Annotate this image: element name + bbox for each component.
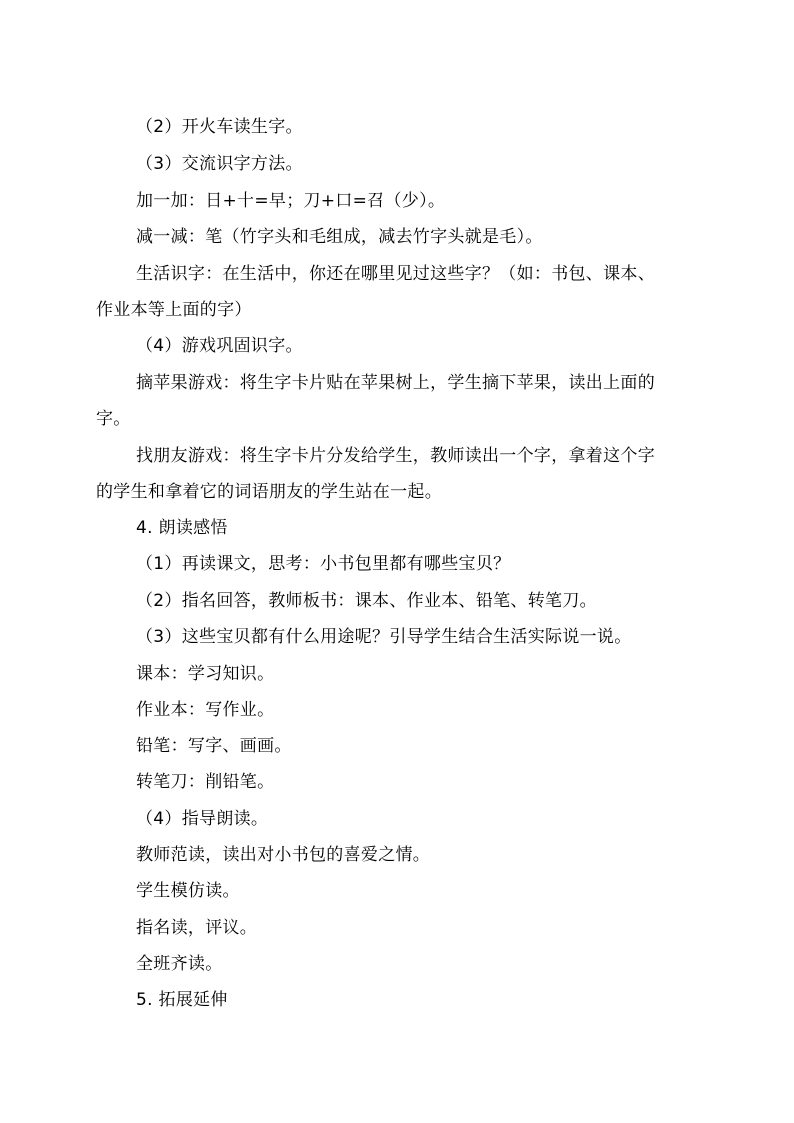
text-line: 减一减：笔（竹字头和毛组成，减去竹字头就是毛）。	[136, 227, 543, 247]
text-line: 的学生和拿着它的词语朋友的学生站在一起。	[96, 482, 442, 502]
text-line: 作业本等上面的字）	[96, 300, 252, 320]
text-line: （2）开火车读生字。	[136, 117, 303, 137]
text-line: 摘苹果游戏：将生字卡片贴在苹果树上，学生摘下苹果，读出上面的	[136, 373, 655, 393]
text-line: （1）再读课文，思考：小书包里都有哪些宝贝？	[136, 554, 511, 574]
text-line: 课本：学习知识。	[136, 664, 275, 684]
text-line: （3）这些宝贝都有什么用途呢？引导学生结合生活实际说一说。	[136, 627, 632, 647]
text-line: 作业本：写作业。	[136, 700, 275, 720]
text-line: 找朋友游戏：将生字卡片分发给学生，教师读出一个字，拿着这个字	[136, 446, 655, 466]
section-heading: 4. 朗读感悟	[136, 518, 228, 538]
text-line: 加一加：日+十=早；刀+口=召（少）。	[136, 191, 446, 211]
text-line: （4）指导朗读。	[136, 809, 269, 829]
section-heading: 5. 拓展延伸	[136, 990, 228, 1010]
text-line: 教师范读，读出对小书包的喜爱之情。	[136, 845, 431, 865]
text-line: 字。	[96, 409, 131, 429]
text-line: （3）交流识字方法。	[136, 154, 303, 174]
text-line: （4）游戏巩固识字。	[136, 336, 303, 356]
text-line: 铅笔：写字、画画。	[136, 736, 292, 756]
text-line: 全班齐读。	[136, 954, 223, 974]
text-line: （2）指名回答，教师板书：课本、作业本、铅笔、转笔刀。	[136, 591, 597, 611]
text-line: 生活识字：在生活中，你还在哪里见过这些字？（如：书包、课本、	[136, 264, 655, 284]
text-line: 指名读，评议。	[136, 918, 258, 938]
text-line: 学生模仿读。	[136, 881, 240, 901]
text-line: 转笔刀：削铅笔。	[136, 772, 275, 792]
